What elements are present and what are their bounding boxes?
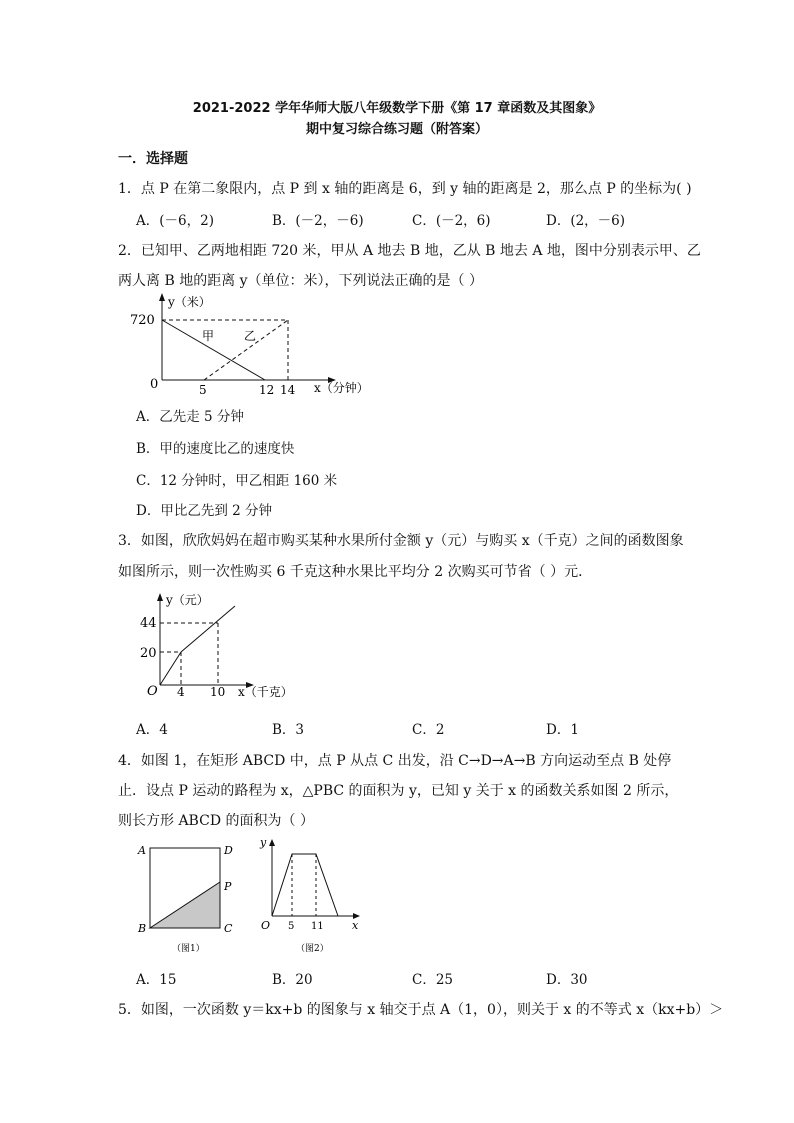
question-1-option-c: C．(－2，6): [412, 213, 491, 229]
fig2-tick-5: 5: [288, 921, 295, 932]
question-4-line1: 4．如图 1，在矩形 ABCD 中，点 P 从点 C 出发，沿 C→D→A→B 方向运动至点 B 处停: [118, 753, 672, 769]
fig1-label-c: C: [224, 922, 233, 935]
question-4-line2: 止．设点 P 运动的路程为 x，△PBC 的面积为 y，已知 y 关于 x 的函数关系如图 2 所示，: [118, 783, 679, 799]
q2-y-axis-label: y（米）: [168, 295, 211, 309]
question-1-option-d: D．(2，－6): [546, 213, 626, 229]
q3-x-axis-label: x（千克）: [238, 685, 293, 699]
question-2-option-b: B．甲的速度比乙的速度快: [136, 441, 295, 457]
question-4-option-d: D．30: [546, 972, 588, 988]
question-2-option-a: A．乙先走 5 分钟: [136, 409, 244, 425]
question-4-option-c: C．25: [412, 972, 454, 988]
question-3-option-c: C．2: [412, 722, 445, 738]
question-3-graph: [130, 590, 330, 705]
q2-label-jia: 甲: [202, 329, 215, 343]
question-3-option-b: B．3: [272, 722, 305, 738]
q3-y-tick-44: 44: [140, 616, 157, 631]
q3-x-tick-4: 4: [177, 685, 185, 699]
q2-x-axis-label: x（分钟）: [314, 381, 369, 395]
question-2-graph: [130, 290, 380, 400]
fig2-x-label: x: [352, 919, 359, 932]
question-3-line1: 3．如图，欣欣妈妈在超市购买某种水果所付金额 y（元）与购买 x（千克）之间的函数图象: [118, 533, 684, 549]
document-title-line1: 2021-2022 学年华师大版八年级数学下册《第 17 章函数及其图象》: [192, 101, 602, 116]
q2-origin-label: 0: [150, 377, 159, 392]
q3-y-axis-label: y（元）: [166, 593, 209, 607]
question-1-option-b: B．(－2，－6): [272, 213, 364, 229]
question-3-option-a: A．4: [136, 722, 168, 738]
question-2-line2: 两人离 B 地的距离 y（单位：米），下列说法正确的是（ ）: [118, 273, 483, 289]
question-3-option-d: D．1: [546, 722, 579, 738]
q2-x-tick-12: 12: [259, 383, 275, 397]
question-2-line1: 2．已知甲、乙两地相距 720 米，甲从 A 地去 B 地，乙从 B 地去 A 地，图中分别表示甲、乙: [118, 243, 701, 259]
fig1-caption: （图1）: [172, 944, 205, 954]
document-title-line2: 期中复习综合练习题（附答案）: [305, 122, 488, 137]
question-4-line3: 则长方形 ABCD 的面积为（ ）: [118, 813, 314, 829]
question-1-text: 1．点 P 在第二象限内，点 P 到 x 轴的距离是 6，到 y 轴的距离是 2，那么点 P 的坐标为( ): [118, 181, 692, 197]
question-4-option-a: A．15: [136, 972, 177, 988]
fig1-label-p: P: [224, 880, 232, 893]
fig2-y-label: y: [260, 836, 267, 849]
section-heading: 一．选择题: [118, 151, 188, 167]
q2-label-yi: 乙: [244, 329, 257, 343]
fig2-tick-11: 11: [311, 921, 324, 932]
fig1-label-d: D: [224, 844, 233, 857]
q3-y-tick-20: 20: [140, 646, 157, 661]
q2-x-tick-14: 14: [280, 383, 296, 397]
q2-x-tick-5: 5: [199, 383, 207, 397]
question-5-line1: 5．如图，一次函数 y＝kx+b 的图象与 x 轴交于点 A（1，0），则关于 x 的不等式 x（kx+b）＞: [118, 1002, 724, 1018]
question-3-line2: 如图所示，则一次性购买 6 千克这种水果比平均分 2 次购买可节省（ ）元．: [118, 564, 593, 580]
question-4-figure-2: [256, 836, 366, 958]
question-4-figure-1: [134, 838, 244, 958]
question-2-option-d: D．甲比乙先到 2 分钟: [136, 503, 272, 519]
fig2-caption: （图2）: [296, 944, 329, 954]
q3-origin-label: O: [147, 684, 158, 699]
q2-y-tick-720: 720: [130, 313, 155, 328]
fig1-label-a: A: [138, 844, 146, 857]
fig1-label-b: B: [138, 922, 147, 935]
q3-x-tick-10: 10: [210, 685, 226, 699]
question-1-option-a: A．(－6，2): [136, 213, 214, 229]
fig2-origin: O: [261, 919, 271, 932]
question-2-option-c: C．12 分钟时，甲乙相距 160 米: [136, 473, 338, 489]
question-4-option-b: B．20: [272, 972, 313, 988]
